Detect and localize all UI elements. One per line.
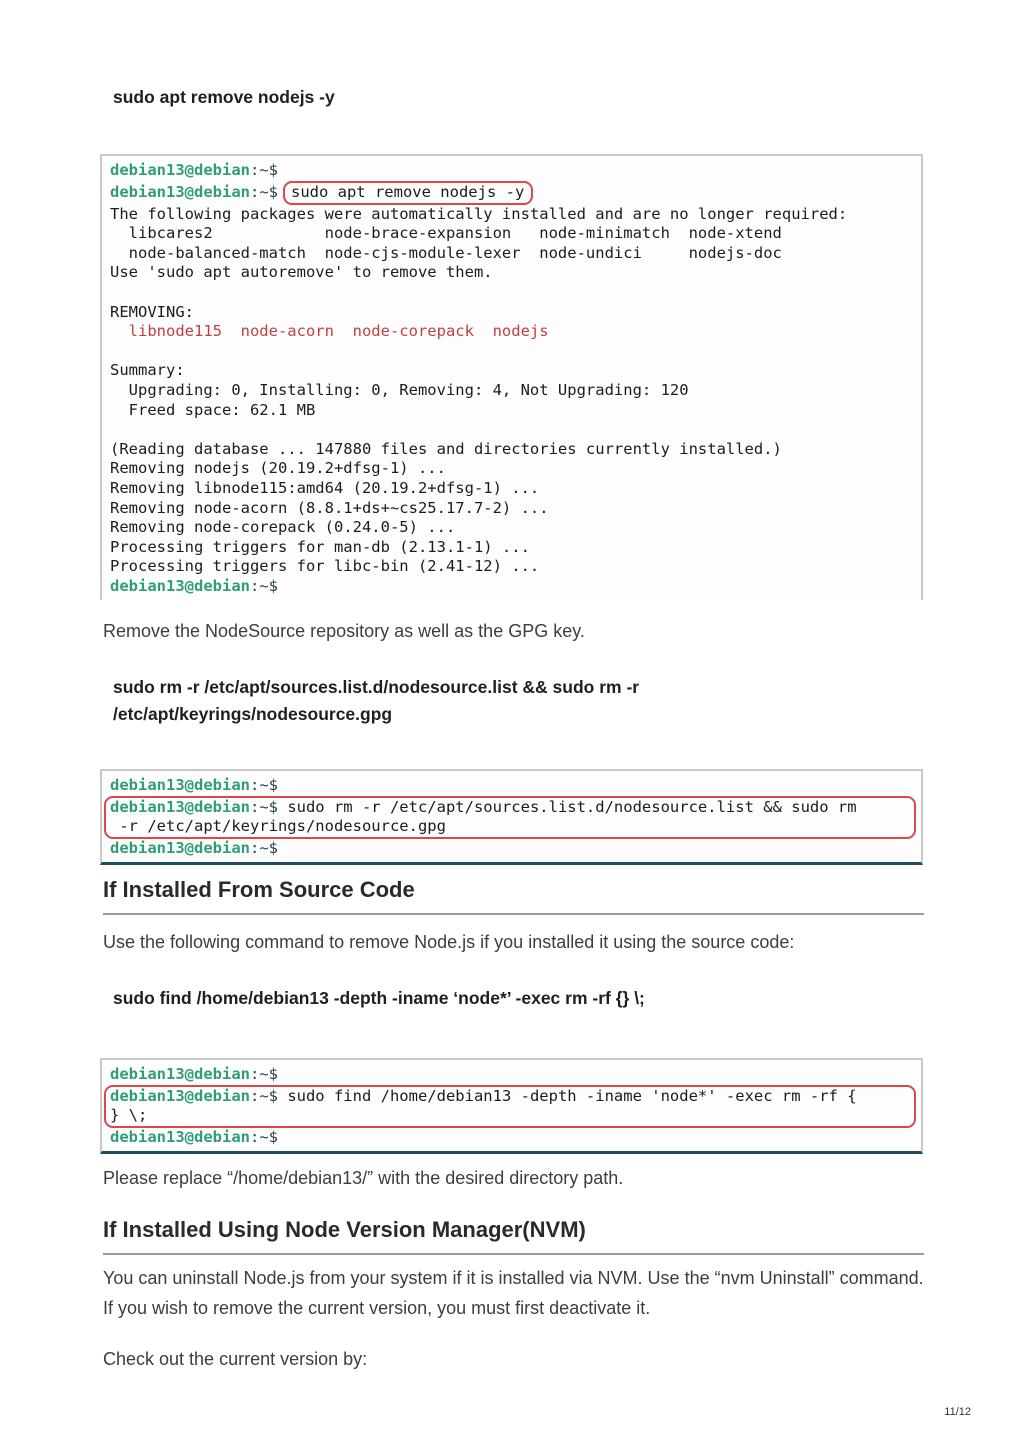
terminal-output-line: Processing triggers for libc-bin (2.41-12) ... [110, 557, 540, 576]
prompt-user-host: debian13@debian [110, 797, 250, 816]
terminal-summary-line: Freed space: 62.1 MB [110, 400, 316, 419]
terminal-summary-line: Upgrading: 0, Installing: 0, Removing: 4, Not Upgrading: 120 [110, 380, 689, 399]
terminal-output-line: node-balanced-match node-cjs-module-lexer node-undici nodejs-doc [110, 243, 782, 262]
terminal-blank-line [110, 283, 917, 303]
terminal-output-line: Use 'sudo apt autoremove' to remove them. [110, 263, 493, 282]
terminal-screenshot-find-remove [100, 1058, 923, 1154]
paragraph-source-intro: Use the following command to remove Node.js if you installed it using the source code: [103, 932, 795, 952]
prompt-tail: :~$ [249, 576, 278, 595]
prompt-tail: :~$ [249, 776, 278, 794]
terminal-output-line: libcares2 node-brace-expansion node-minimatch node-xtend [110, 224, 782, 243]
terminal-command-wrap-line: -r /etc/apt/keyrings/nodesource.gpg [110, 817, 446, 836]
paragraph-nodesource: Remove the NodeSource repository as well as the GPG key. [103, 621, 585, 641]
terminal-output-line: Processing triggers for man-db (2.13.1-1) ... [110, 537, 530, 556]
terminal-blank-line [110, 420, 917, 440]
prompt-user-host: debian13@debian [110, 161, 250, 179]
terminal-prompt-line [110, 161, 917, 181]
highlighted-command-box [104, 1085, 916, 1128]
terminal-command-line [110, 181, 917, 205]
prompt-user-host: debian13@debian [110, 1065, 250, 1083]
terminal-prompt-line [110, 577, 917, 597]
terminal-output-line: The following packages were automatically installed and are no longer required: [110, 204, 848, 223]
prompt-user-host: debian13@debian [110, 576, 250, 595]
terminal-removing-label: REMOVING: [110, 302, 194, 321]
terminal-removing-packages: libnode115 node-acorn node-corepack nodejs [110, 322, 549, 341]
command-line: sudo rm -r /etc/apt/sources.list.d/nodesource.list && sudo rm -r [113, 677, 640, 697]
prompt-tail: :~$ [249, 182, 278, 201]
intro-command-text: sudo apt remove nodejs -y [113, 87, 335, 107]
terminal-output-line: Removing node-corepack (0.24.0-5) ... [110, 518, 456, 537]
terminal-output-line: Removing libnode115:amd64 (20.19.2+dfsg-1) ... [110, 478, 540, 497]
terminal-output-line: Removing nodejs (20.19.2+dfsg-1) ... [110, 459, 446, 478]
heading-installed-from-source: If Installed From Source Code [103, 877, 924, 915]
prompt-user-host: debian13@debian [110, 838, 250, 857]
prompt-tail: :~$ [249, 1086, 278, 1105]
command-text: sudo find /home/debian13 -depth -iname 'node*' -exec rm -rf { [277, 1086, 857, 1105]
highlighted-command: sudo apt remove nodejs -y [283, 181, 533, 205]
terminal-screenshot-apt-remove [100, 154, 923, 600]
command-text: sudo rm -r /etc/apt/sources.list.d/nodesource.list && sudo rm [277, 797, 857, 816]
command-find-remove: sudo find /home/debian13 -depth -iname ‘node*’ -exec rm -rf {} \; [113, 988, 645, 1008]
page-number: 11/12 [944, 1406, 971, 1418]
paragraph-nvm: You can uninstall Node.js from your system if it is installed via NVM. Use the “nvm Uninstall” command. If you wish to remove the current version, you must first deactivate it. [103, 1268, 924, 1318]
terminal-summary-label: Summary: [110, 361, 185, 380]
prompt-tail: :~$ [249, 1127, 278, 1146]
command-line: /etc/apt/keyrings/nodesource.gpg [113, 704, 393, 724]
highlighted-command-box [104, 796, 916, 839]
prompt-user-host: debian13@debian [110, 1127, 250, 1146]
terminal-prompt-line [110, 1065, 917, 1085]
paragraph-replace-path: Please replace “/home/debian13/” with the desired directory path. [103, 1168, 624, 1188]
terminal-screenshot-remove-repo [100, 769, 923, 865]
prompt-user-host: debian13@debian [110, 182, 250, 201]
prompt-tail: :~$ [249, 1065, 278, 1083]
prompt-tail: :~$ [249, 797, 278, 816]
command-remove-repo [113, 674, 853, 728]
terminal-command-wrap-line: } \; [110, 1106, 148, 1125]
prompt-tail: :~$ [249, 838, 278, 857]
terminal-output-line: Removing node-acorn (8.8.1+ds+~cs25.17.7-2) ... [110, 498, 549, 517]
prompt-user-host: debian13@debian [110, 776, 250, 794]
terminal-prompt-line [110, 839, 917, 859]
terminal-command-line [110, 798, 914, 818]
terminal-prompt-line [110, 776, 917, 796]
terminal-blank-line [110, 342, 917, 362]
terminal-prompt-line [110, 1128, 917, 1148]
prompt-tail: :~$ [249, 161, 278, 179]
terminal-command-line [110, 1087, 914, 1107]
paragraph-check-version: Check out the current version by: [103, 1349, 368, 1369]
terminal-output-line: (Reading database ... 147880 files and directories currently installed.) [110, 439, 782, 458]
heading-installed-nvm: If Installed Using Node Version Manager(NVM) [103, 1217, 924, 1255]
prompt-user-host: debian13@debian [110, 1086, 250, 1105]
